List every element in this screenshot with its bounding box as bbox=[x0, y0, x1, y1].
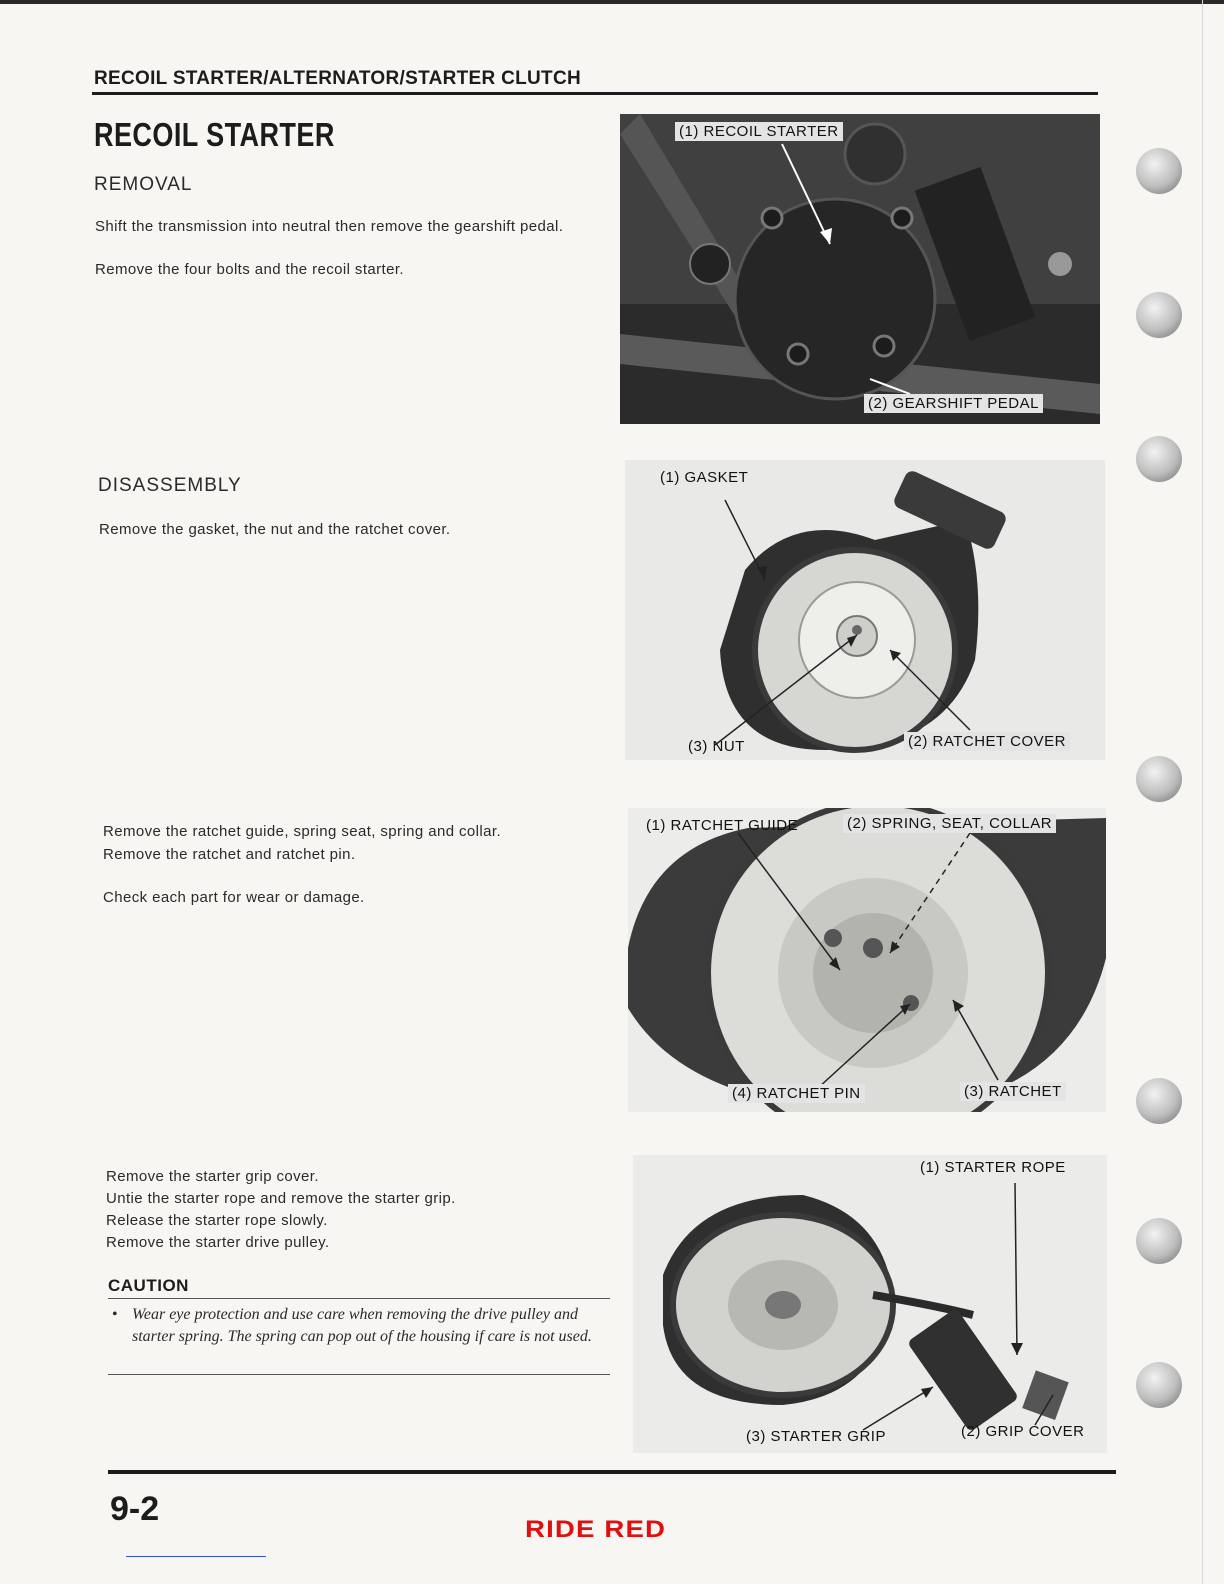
thumb-tab bbox=[1136, 292, 1182, 338]
caution-title: CAUTION bbox=[108, 1276, 189, 1295]
ratchet-photo bbox=[628, 808, 1106, 1112]
page-edge bbox=[1202, 0, 1203, 1584]
callout-ratchet-pin: (4) RATCHET PIN bbox=[728, 1084, 865, 1103]
removal-paragraph-2: Remove the four bolts and the recoil starter. bbox=[95, 261, 404, 278]
thumb-tab bbox=[1136, 1078, 1182, 1124]
callout-nut: (3) NUT bbox=[688, 738, 745, 755]
callout-starter-rope: (1) STARTER ROPE bbox=[920, 1159, 1066, 1176]
thumb-tab bbox=[1136, 436, 1182, 482]
footer-rule bbox=[108, 1470, 1116, 1474]
thumb-tab bbox=[1136, 1362, 1182, 1408]
starter-rope-photo bbox=[633, 1155, 1107, 1453]
ratchet-check: Check each part for wear or damage. bbox=[103, 889, 365, 906]
callout-ratchet: (3) RATCHET bbox=[960, 1082, 1066, 1101]
removal-heading: REMOVAL bbox=[94, 174, 193, 195]
callout-ratchet-cover: (2) RATCHET COVER bbox=[904, 732, 1070, 751]
brand-logo: RIDE RED bbox=[525, 1516, 667, 1543]
page-title: RECOIL STARTER bbox=[94, 116, 335, 153]
callout-grip-cover: (2) GRIP COVER bbox=[961, 1423, 1085, 1440]
callout-ratchet-guide: (1) RATCHET GUIDE bbox=[646, 817, 799, 834]
disassembly-heading: DISASSEMBLY bbox=[98, 475, 242, 496]
callout-gearshift-pedal: (2) GEARSHIFT PEDAL bbox=[864, 394, 1043, 413]
rope-line-1: Remove the starter grip cover. bbox=[106, 1168, 319, 1185]
caution-rule-bottom bbox=[108, 1374, 610, 1375]
section-header: RECOIL STARTER/ALTERNATOR/STARTER CLUTCH bbox=[94, 68, 581, 89]
ratchet-line-2: Remove the ratchet and ratchet pin. bbox=[103, 846, 356, 863]
caution-bullet: • bbox=[112, 1306, 118, 1323]
callout-recoil-starter: (1) RECOIL STARTER bbox=[675, 122, 843, 141]
ratchet-text bbox=[103, 820, 603, 909]
header-rule bbox=[92, 92, 1098, 95]
thumb-tab bbox=[1136, 148, 1182, 194]
footer-link-underline bbox=[126, 1556, 266, 1557]
caution-rule-top bbox=[108, 1298, 610, 1299]
caution-body bbox=[112, 1304, 612, 1348]
disassembly-text: Remove the gasket, the nut and the ratchet cover. bbox=[99, 521, 451, 538]
rope-line-3: Release the starter rope slowly. bbox=[106, 1212, 328, 1229]
callout-spring-seat-collar: (2) SPRING, SEAT, COLLAR bbox=[843, 814, 1056, 833]
gasket-photo bbox=[625, 460, 1105, 760]
thumb-tab bbox=[1136, 756, 1182, 802]
rope-line-4: Remove the starter drive pulley. bbox=[106, 1234, 330, 1251]
caution-text: Wear eye protection and use care when removing the drive pulley and starter spring. The spring can pop out of the housing if care is not used. bbox=[132, 1306, 592, 1345]
top-edge-line bbox=[0, 0, 1224, 4]
removal-paragraph-1: Shift the transmission into neutral then remove the gearshift pedal. bbox=[95, 218, 564, 235]
rope-text bbox=[106, 1166, 606, 1254]
thumb-tab bbox=[1136, 1218, 1182, 1264]
callout-gasket: (1) GASKET bbox=[660, 469, 749, 486]
page-number: 9-2 bbox=[110, 1490, 160, 1528]
ratchet-line-1: Remove the ratchet guide, spring seat, spring and collar. bbox=[103, 823, 502, 840]
recoil-starter-photo bbox=[620, 114, 1100, 424]
rope-line-2: Untie the starter rope and remove the starter grip. bbox=[106, 1190, 456, 1207]
removal-text bbox=[95, 215, 605, 281]
callout-starter-grip: (3) STARTER GRIP bbox=[746, 1428, 886, 1445]
